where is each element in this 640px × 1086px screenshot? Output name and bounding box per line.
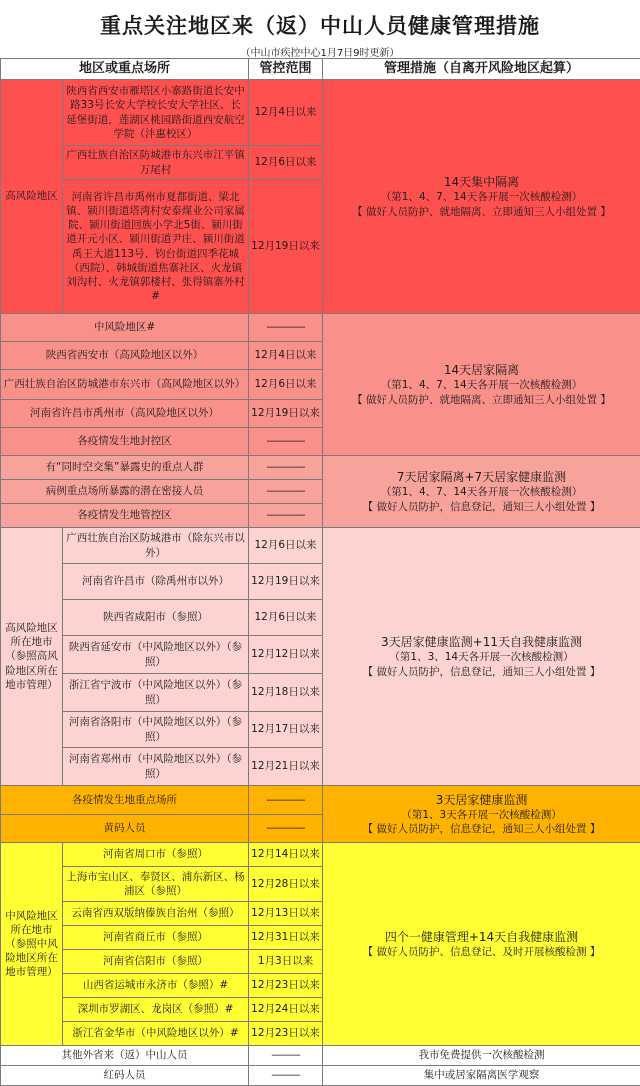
area-cell: 有“同时空交集”暴露史的重点人群 bbox=[1, 456, 249, 480]
measure-main: 14天集中隔离 bbox=[325, 174, 638, 190]
measure-3day-home bbox=[323, 786, 640, 843]
range-cell: 12月21日以来 bbox=[249, 748, 323, 786]
range-cell: ———— bbox=[249, 815, 323, 843]
range-cell: 12月19日以来 bbox=[249, 564, 323, 600]
range-cell: ———— bbox=[249, 314, 323, 342]
area-cell: 病例重点场所暴露的潜在密接人员 bbox=[1, 480, 249, 504]
measure-note: 【 做好人员防护、就地隔离、立即通知三人小组处置 】 bbox=[325, 205, 638, 219]
area-cell: 中风险地区# bbox=[1, 314, 249, 342]
area-cell: 广西壮族自治区防城港市东兴市（高风险地区以外） bbox=[1, 370, 249, 400]
range-cell: 12月12日以来 bbox=[249, 636, 323, 674]
range-cell: 12月6日以来 bbox=[249, 600, 323, 636]
measure-note: 【 做好人员防护，信息登记，通知三人小组处置 】 bbox=[325, 822, 638, 836]
range-cell: 12月4日以来 bbox=[249, 80, 323, 146]
area-cell: 河南省商丘市（参照） bbox=[63, 926, 249, 950]
area-cell: 黄码人员 bbox=[1, 815, 249, 843]
range-cell: ———— bbox=[249, 428, 323, 456]
range-cell: 12月18日以来 bbox=[249, 674, 323, 712]
area-cell: 其他外省来（返）中山人员 bbox=[1, 1046, 249, 1066]
area-cell: 各疫情发生地封控区 bbox=[1, 428, 249, 456]
area-cell: 河南省信阳市（参照） bbox=[63, 950, 249, 974]
page-header bbox=[0, 0, 640, 58]
range-cell: 12月6日以来 bbox=[249, 146, 323, 180]
area-cell: 广西壮族自治区防城港市（除东兴市以外） bbox=[63, 528, 249, 564]
range-cell: 12月24日以来 bbox=[249, 998, 323, 1022]
measure-testing: （第1、4、7、14天各开展一次核酸检测） bbox=[325, 190, 638, 204]
column-header-measure: 管理措施（自离开风险地区起算） bbox=[323, 59, 640, 80]
range-cell: ———— bbox=[249, 504, 323, 528]
measure-testing: （第1、4、7、14天各开展一次核酸检测） bbox=[325, 378, 638, 392]
range-cell: ———— bbox=[249, 786, 323, 815]
range-cell: 12月19日以来 bbox=[249, 400, 323, 428]
area-cell: 陕西省西安市雁塔区小寨路街道长安中路33号长安大学校长安大学社区、长延堡街道，莲湖区桃园路街道西安航空学院（沣惠校区） bbox=[63, 80, 249, 146]
area-cell: 陕西省延安市（中风险地区以外）（参照） bbox=[63, 636, 249, 674]
range-cell: 12月13日以来 bbox=[249, 902, 323, 926]
range-cell: 12月23日以来 bbox=[249, 974, 323, 998]
range-cell: 12月19日以来 bbox=[249, 180, 323, 314]
measure-testing: （第1、4、7、14天各开展一次核酸检测） bbox=[325, 485, 638, 499]
range-cell: 1月3日以来 bbox=[249, 950, 323, 974]
table-row bbox=[1, 786, 640, 815]
range-cell: ———— bbox=[249, 480, 323, 504]
measure-note: 【 做好人员防护，信息登记，通知三人小组处置 】 bbox=[325, 665, 638, 679]
measure-main: 3天居家健康监测+11天自我健康监测 bbox=[325, 634, 638, 650]
measure-testing: （第1、3天各开展一次核酸检测） bbox=[325, 808, 638, 822]
update-note: （中山市疾控中心1月7日9时更新） bbox=[0, 44, 640, 59]
table-row bbox=[1, 314, 640, 342]
range-cell: ——— bbox=[249, 1046, 323, 1066]
category-high-risk-city: 高风险地区所在地市（参照高风险地区所在地市管理） bbox=[1, 528, 63, 786]
measure-7plus7 bbox=[323, 456, 640, 528]
area-cell: 河南省郑州市（中风险地区以外）（参照） bbox=[63, 748, 249, 786]
area-cell: 各疫情发生地重点场所 bbox=[1, 786, 249, 815]
area-cell: 浙江省金华市（中风险地区以外）# bbox=[63, 1022, 249, 1046]
measure-main: 3天居家健康监测 bbox=[325, 792, 638, 808]
area-cell: 红码人员 bbox=[1, 1066, 249, 1086]
table-row bbox=[1, 843, 640, 867]
measure-testing: （第1、3、14天各开展一次核酸检测） bbox=[325, 650, 638, 664]
category-mid-risk-city: 中风险地区所在地市（参照中风险地区所在地市管理） bbox=[1, 843, 63, 1046]
table-row bbox=[1, 456, 640, 480]
measure-four-ones bbox=[323, 843, 640, 1046]
range-cell: 12月6日以来 bbox=[249, 370, 323, 400]
column-header-range: 管控范围 bbox=[249, 59, 323, 80]
table-row bbox=[1, 1046, 640, 1066]
area-cell: 河南省许昌市（除禹州市以外） bbox=[63, 564, 249, 600]
range-cell: 12月6日以来 bbox=[249, 528, 323, 564]
category-high-risk: 高风险地区 bbox=[1, 80, 63, 314]
table-header-row bbox=[1, 59, 640, 80]
range-cell: 12月17日以来 bbox=[249, 712, 323, 748]
page-title: 重点关注地区来（返）中山人员健康管理措施 bbox=[0, 0, 640, 40]
area-cell: 各疫情发生地管控区 bbox=[1, 504, 249, 528]
measure-note: 【 做好人员防护、信息登记、及时开展核酸检测 】 bbox=[325, 945, 638, 959]
column-header-area: 地区或重点场所 bbox=[1, 59, 249, 80]
measure-note: 【 做好人员防护，信息登记，通知三人小组处置 】 bbox=[325, 500, 638, 514]
area-cell: 广西壮族自治区防城港市东兴市江平镇万尾村 bbox=[63, 146, 249, 180]
area-cell: 陕西省咸阳市（参照） bbox=[63, 600, 249, 636]
area-cell: 河南省许昌市禹州市（高风险地区以外） bbox=[1, 400, 249, 428]
range-cell: 12月23日以来 bbox=[249, 1022, 323, 1046]
area-cell: 河南省周口市（参照） bbox=[63, 843, 249, 867]
table-row bbox=[1, 1066, 640, 1086]
measure-cell: 集中或居家隔离医学观察 bbox=[323, 1066, 640, 1086]
area-cell: 深圳市罗湖区、龙岗区（参照）# bbox=[63, 998, 249, 1022]
measure-main: 14天居家隔离 bbox=[325, 362, 638, 378]
measure-main: 7天居家隔离+7天居家健康监测 bbox=[325, 469, 638, 485]
area-cell: 陕西省西安市（高风险地区以外） bbox=[1, 342, 249, 370]
measure-home-isolation bbox=[323, 314, 640, 456]
area-cell: 浙江省宁波市（中风险地区以外）（参照） bbox=[63, 674, 249, 712]
area-cell: 云南省西双版纳傣族自治州（参照） bbox=[63, 902, 249, 926]
range-cell: 12月31日以来 bbox=[249, 926, 323, 950]
range-cell: ———— bbox=[249, 456, 323, 480]
measure-high-risk bbox=[323, 80, 640, 314]
table-row bbox=[1, 528, 640, 564]
measure-main: 四个一健康管理+14天自我健康监测 bbox=[325, 929, 638, 945]
range-cell: 12月14日以来 bbox=[249, 843, 323, 867]
range-cell: ——— bbox=[249, 1066, 323, 1086]
area-cell: 山西省运城市永济市（参照）# bbox=[63, 974, 249, 998]
range-cell: 12月4日以来 bbox=[249, 342, 323, 370]
area-cell: 河南省洛阳市（中风险地区以外）（参照） bbox=[63, 712, 249, 748]
range-cell: 12月28日以来 bbox=[249, 867, 323, 902]
measure-3plus11 bbox=[323, 528, 640, 786]
area-cell: 上海市宝山区、奉贤区、浦东新区、杨浦区（参照） bbox=[63, 867, 249, 902]
health-measures-table bbox=[0, 58, 640, 1086]
table-row bbox=[1, 80, 640, 146]
measure-note: 【 做好人员防护、就地隔离、立即通知三人小组处置 】 bbox=[325, 393, 638, 407]
area-cell: 河南省许昌市禹州市夏都街道、梁北镇、颍川街道塔湾村安泰煤业公司家属院、颍川街道回族小学北5街、颍川街道开元小区、颍川街道尹庄、颍川街道禹王大道113号、钧台街道四季花城（西院）、韩城街道焦寨社区、火龙镇刘沟村、火龙镇郭楼村、张得镇寨外村# bbox=[63, 180, 249, 314]
measure-cell: 我市免费提供一次核酸检测 bbox=[323, 1046, 640, 1066]
